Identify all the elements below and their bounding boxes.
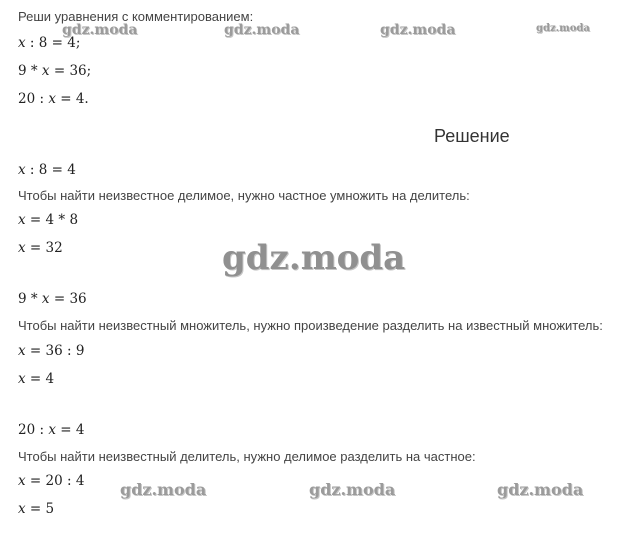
- variable-x: x: [41, 291, 50, 307]
- solution-1-step: [18, 212, 78, 228]
- task-title: Реши уравнения с комментированием:: [18, 9, 254, 24]
- equation-text: = 20 : 4: [25, 473, 85, 489]
- watermark: gdz.moda: [309, 480, 396, 499]
- solution-1-equation: [18, 162, 76, 178]
- variable-x: x: [48, 91, 56, 107]
- equation-text: : 8 = 4: [25, 162, 76, 178]
- solution-2-rule: Чтобы найти неизвестный множитель, нужно произведение разделить на известный множитель:: [18, 318, 603, 333]
- solution-heading: Решение: [434, 126, 510, 146]
- solution-3-rule: Чтобы найти неизвестный делитель, нужно делимое разделить на частное:: [18, 449, 476, 464]
- variable-x: x: [18, 240, 26, 256]
- solution-1-answer: [18, 240, 63, 256]
- variable-x: x: [18, 371, 26, 387]
- watermark: gdz.moda: [536, 23, 590, 34]
- equation-text: = 4: [55, 422, 85, 438]
- solution-3-step: [18, 473, 84, 489]
- equation-text: = 36;: [49, 63, 92, 79]
- equation-text: 9 *: [18, 63, 42, 79]
- variable-x: x: [18, 343, 26, 359]
- watermark: gdz.moda: [497, 480, 584, 499]
- watermark: gdz.moda: [224, 22, 300, 38]
- equation-text: = 4.: [55, 91, 89, 107]
- task-equation-3: [18, 91, 89, 107]
- variable-x: x: [18, 473, 26, 489]
- equation-text: 20 :: [18, 91, 49, 107]
- variable-x: x: [18, 501, 26, 517]
- equation-text: = 36: [49, 291, 87, 307]
- solution-3-answer: [18, 501, 54, 517]
- equation-text: = 4: [25, 371, 55, 387]
- solution-2-answer: [18, 371, 54, 387]
- equation-text: = 32: [25, 240, 63, 256]
- watermark: gdz.moda: [222, 238, 406, 278]
- variable-x: x: [18, 162, 26, 178]
- watermark: gdz.moda: [380, 22, 456, 38]
- equation-text: = 4 * 8: [25, 212, 79, 228]
- variable-x: x: [41, 63, 50, 79]
- solution-3-equation: [18, 422, 84, 438]
- task-equation-2: [18, 63, 91, 79]
- variable-x: x: [48, 422, 56, 438]
- variable-x: x: [18, 35, 26, 51]
- solution-2-step: [18, 343, 84, 359]
- equation-text: = 5: [25, 501, 55, 517]
- variable-x: x: [18, 212, 26, 228]
- equation-text: = 36 : 9: [25, 343, 85, 359]
- watermark: gdz.moda: [120, 480, 207, 499]
- equation-text: : 8 = 4;: [25, 35, 81, 51]
- solution-2-equation: [18, 291, 87, 307]
- solution-1-rule: Чтобы найти неизвестное делимое, нужно частное умножить на делитель:: [18, 188, 470, 203]
- watermark: gdz.moda: [62, 22, 138, 38]
- equation-text: 9 *: [18, 291, 42, 307]
- equation-text: 20 :: [18, 422, 49, 438]
